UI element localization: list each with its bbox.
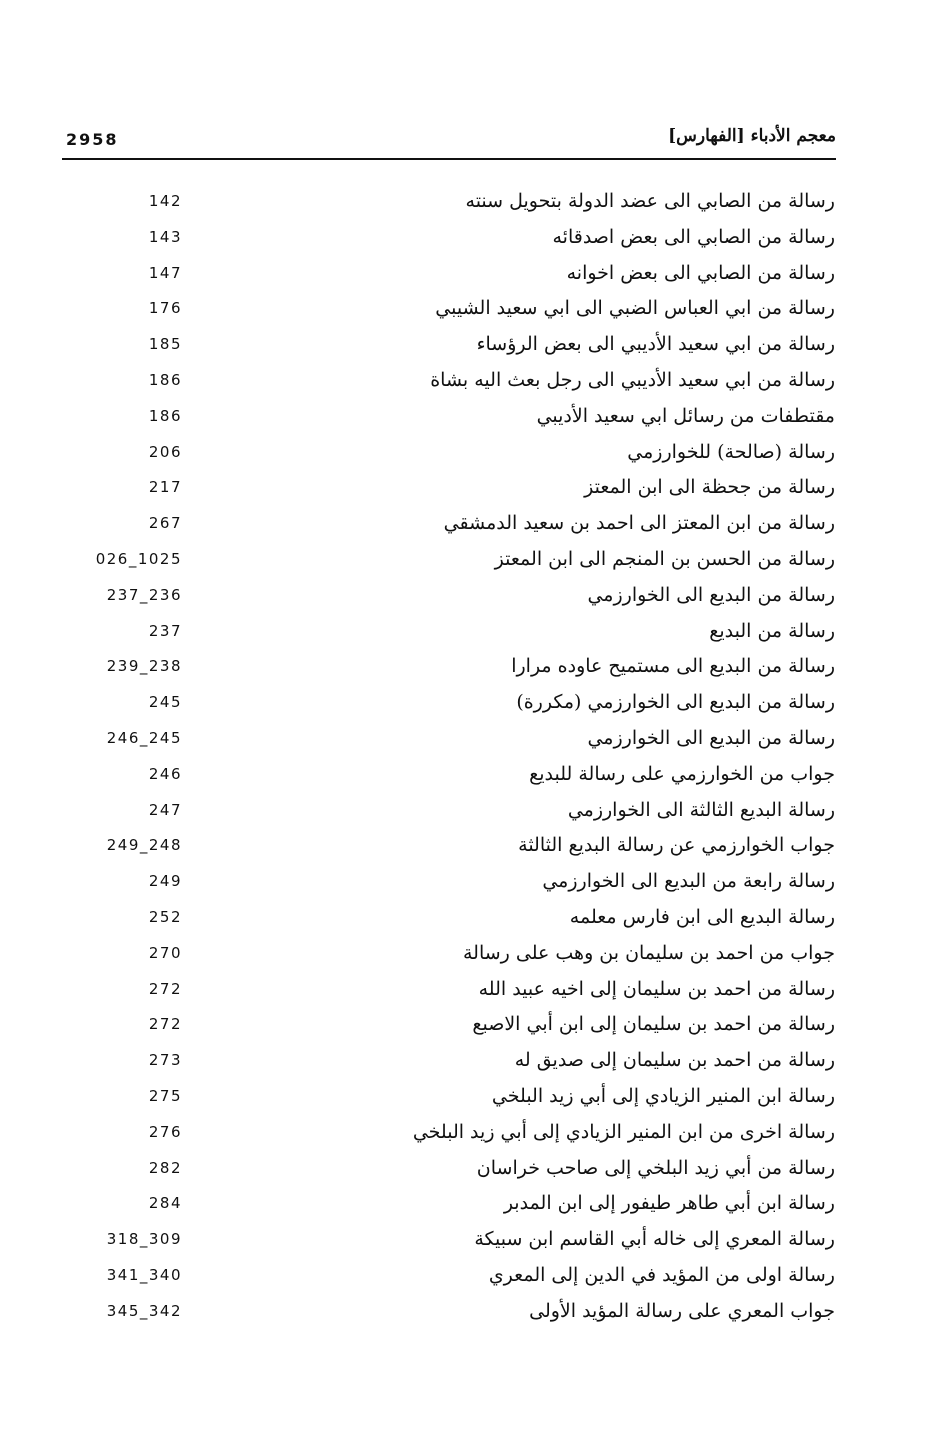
entry-title: رسالة من ابي سعيد الأديبي الى رجل بعث اليه بشاة bbox=[430, 368, 835, 391]
entry-title: رسالة من الصابي الى بعض اصدقائه bbox=[552, 225, 835, 248]
index-entry bbox=[0, 830, 932, 866]
entry-title: رسالة من جحظة الى ابن المعتز bbox=[584, 476, 835, 499]
entry-title: رسالة من البديع الى الخوارزمي bbox=[587, 726, 835, 749]
entry-title: رسالة (صالحة) للخوارزمي bbox=[627, 440, 835, 463]
entry-title: رسالة من احمد بن سليمان إلى صديق له bbox=[514, 1049, 835, 1072]
entry-title: رسالة من ابن المعتز الى احمد بن سعيد الدمشقي bbox=[443, 512, 835, 535]
index-entry bbox=[0, 759, 932, 795]
index-entry bbox=[0, 974, 932, 1010]
entry-page-number: 176 bbox=[148, 299, 182, 318]
entry-page-number: 186 bbox=[148, 370, 182, 389]
index-entry bbox=[0, 687, 932, 723]
entry-page-number: 239_238 bbox=[106, 657, 182, 676]
index-entry bbox=[0, 580, 932, 616]
entry-title: جواب من احمد بن سليمان بن وهب على رسالة bbox=[462, 941, 835, 964]
entry-page-number: 217 bbox=[148, 478, 182, 497]
index-entry bbox=[0, 1188, 932, 1224]
entry-title: رسالة من البديع الى الخوارزمي (مكررة) bbox=[516, 691, 835, 714]
entry-title: رسالة من احمد بن سليمان إلى اخيه عبيد الله bbox=[478, 977, 835, 1000]
entry-title: رسالة ابن المنير الزيادي إلى أبي زيد البلخي bbox=[491, 1084, 835, 1107]
entry-title: رسالة ابن أبي طاهر طيفور إلى ابن المدبر bbox=[503, 1192, 835, 1215]
entry-page-number: 237 bbox=[148, 621, 182, 640]
index-entry bbox=[0, 508, 932, 544]
entry-title: رسالة اخرى من ابن المنير الزيادي إلى أبي زيد البلخي bbox=[412, 1120, 835, 1143]
index-entry bbox=[0, 795, 932, 831]
index-entry bbox=[0, 1081, 932, 1117]
entry-title: رسالة من البديع bbox=[709, 619, 835, 642]
entry-title: رسالة البديع الثالثة الى الخوارزمي bbox=[567, 798, 835, 821]
index-entry bbox=[0, 723, 932, 759]
entry-page-number: 282 bbox=[148, 1158, 182, 1177]
index-entry bbox=[0, 938, 932, 974]
index-entry bbox=[0, 293, 932, 329]
entry-page-number: 143 bbox=[148, 227, 182, 246]
index-entry bbox=[0, 472, 932, 508]
index-entry bbox=[0, 544, 932, 580]
entry-page-number: 345_342 bbox=[106, 1301, 182, 1320]
entry-page-number: 026_1025 bbox=[95, 549, 182, 568]
index-entry bbox=[0, 1260, 932, 1296]
entry-page-number: 341_340 bbox=[106, 1265, 182, 1284]
entry-page-number: 272 bbox=[148, 1015, 182, 1034]
entry-title: رسالة المعري إلى خاله أبي القاسم ابن سبيكة bbox=[474, 1228, 835, 1251]
entry-page-number: 267 bbox=[148, 514, 182, 533]
page-number: 2958 bbox=[66, 130, 119, 149]
entry-title: جواب من الخوارزمي على رسالة للبديع bbox=[529, 762, 835, 785]
entry-title: رسالة من الحسن بن المنجم الى ابن المعتز bbox=[494, 547, 835, 570]
running-title: معجم الأدباء [الفهارس] bbox=[668, 126, 836, 146]
entry-page-number: 252 bbox=[148, 907, 182, 926]
entry-page-number: 275 bbox=[148, 1086, 182, 1105]
entry-page-number: 272 bbox=[148, 979, 182, 998]
entry-title: رسالة من احمد بن سليمان إلى ابن أبي الاصبع bbox=[472, 1013, 835, 1036]
entry-page-number: 318_309 bbox=[106, 1230, 182, 1249]
entry-title: رسالة من الصابي الى بعض اخوانه bbox=[566, 261, 835, 284]
entry-page-number: 147 bbox=[148, 263, 182, 282]
entry-title: جواب الخوارزمي عن رسالة البديع الثالثة bbox=[518, 834, 835, 857]
index-entry bbox=[0, 1117, 932, 1153]
entry-page-number: 246_245 bbox=[106, 728, 182, 747]
index-entry bbox=[0, 1153, 932, 1189]
entry-page-number: 142 bbox=[148, 192, 182, 210]
entry-title: رسالة من ابي سعيد الأديبي الى بعض الرؤساء bbox=[476, 333, 835, 356]
index-entry bbox=[0, 902, 932, 938]
index-entry bbox=[0, 651, 932, 687]
index-entry bbox=[0, 437, 932, 473]
entry-title: رسالة من البديع الى مستميح عاوده مرارا bbox=[511, 655, 835, 678]
index-entry bbox=[0, 258, 932, 294]
entry-title: رسالة من الصابي الى عضد الدولة بتحويل سنته bbox=[465, 190, 835, 212]
entry-title: رسالة البديع الى ابن فارس معلمه bbox=[569, 905, 835, 928]
index-entry bbox=[0, 1009, 932, 1045]
index-entry bbox=[0, 866, 932, 902]
index-entry bbox=[0, 365, 932, 401]
entry-page-number: 270 bbox=[148, 943, 182, 962]
entry-page-number: 273 bbox=[148, 1051, 182, 1070]
entry-page-number: 245 bbox=[148, 693, 182, 712]
index-entry bbox=[0, 401, 932, 437]
entry-title: رسالة من ابي العباس الضبي الى ابي سعيد الشيبي bbox=[435, 297, 835, 320]
entry-title: رسالة من البديع الى الخوارزمي bbox=[587, 583, 835, 606]
entry-page-number: 284 bbox=[148, 1194, 182, 1213]
index-list bbox=[0, 186, 932, 1332]
entry-page-number: 276 bbox=[148, 1122, 182, 1141]
entry-title: رسالة رابعة من البديع الى الخوارزمي bbox=[542, 870, 835, 893]
entry-title: رسالة من أبي زيد البلخي إلى صاحب خراسان bbox=[476, 1156, 835, 1179]
entry-title: مقتطفات من رسائل ابي سعيد الأديبي bbox=[536, 404, 835, 427]
index-entry bbox=[0, 1224, 932, 1260]
index-entry bbox=[0, 616, 932, 652]
entry-page-number: 237_236 bbox=[106, 585, 182, 604]
entry-page-number: 185 bbox=[148, 335, 182, 354]
index-entry bbox=[0, 222, 932, 258]
index-entry bbox=[0, 186, 932, 222]
page-header bbox=[62, 122, 836, 160]
entry-page-number: 206 bbox=[148, 442, 182, 461]
index-entry bbox=[0, 1045, 932, 1081]
entry-page-number: 249_248 bbox=[106, 836, 182, 855]
entry-title: جواب المعري على رسالة المؤيد الأولى bbox=[529, 1299, 835, 1322]
entry-page-number: 249 bbox=[148, 872, 182, 891]
index-entry bbox=[0, 329, 932, 365]
entry-page-number: 186 bbox=[148, 406, 182, 425]
index-entry bbox=[0, 1296, 932, 1332]
entry-page-number: 247 bbox=[148, 800, 182, 819]
entry-page-number: 246 bbox=[148, 764, 182, 783]
entry-title: رسالة اولى من المؤيد في الدين إلى المعري bbox=[488, 1263, 835, 1286]
